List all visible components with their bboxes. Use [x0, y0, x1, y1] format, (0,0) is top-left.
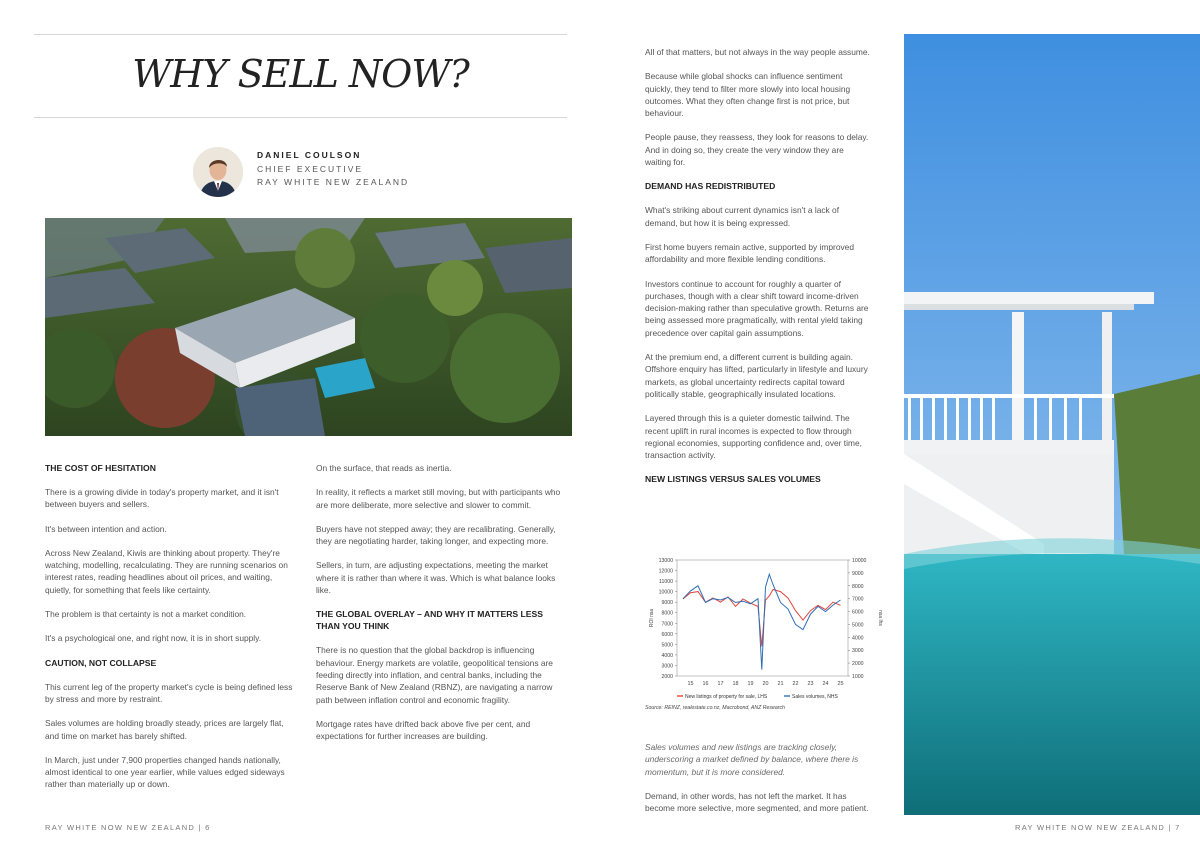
paragraph: This current leg of the property market's cycle is being defined less by stress and more by restraint.: [45, 681, 293, 704]
y-right-tick-label: 3000: [852, 648, 864, 655]
y-left-tick-label: 11000: [658, 579, 673, 586]
chart-source: Source: REINZ, realestate.co.nz, Macrobond, ANZ Research: [645, 705, 785, 711]
article-column-1: [45, 462, 295, 803]
paragraph: Layered through this is a quieter domestic tailwind. The recent uplift in rural incomes is expected to flow through regional economies, supporting confidence and, over time, transaction activity.: [645, 413, 862, 461]
y-left-tick-label: 4000: [661, 652, 673, 659]
chart-caption: Sales volumes and new listings are tracking closely, underscoring a market defined by balance, where there is momentum, but it is more considered.: [645, 742, 859, 777]
y-right-tick-label: 10000: [852, 558, 867, 564]
series-line-0: [683, 590, 841, 647]
article-column-3-lower: [645, 727, 870, 826]
y-right-tick-label: 7000: [852, 596, 864, 603]
paragraph: First home buyers remain active, supported by improved affordability and more flexible lending conditions.: [645, 241, 854, 265]
x-tick-label: 25: [837, 681, 844, 687]
paragraph: Sales volumes are holding broadly steady, prices are largely flat, and time on market has barely shifted.: [45, 718, 284, 741]
paragraph: What's striking about current dynamics isn't a lack of demand, but how it is being expressed.: [645, 205, 840, 228]
y-left-axis-label: ROI nsa: [649, 608, 655, 628]
article-column-2: [316, 462, 564, 754]
y-left-tick-label: 10000: [658, 589, 673, 596]
section-heading: THE COST OF HESITATION: [45, 463, 156, 473]
y-left-tick-label: 7000: [661, 621, 673, 628]
author-block: [257, 150, 409, 189]
title-rule: [34, 117, 567, 118]
paragraph: All of that matters, but not always in the way people assume.: [645, 47, 870, 57]
y-left-tick-label: 3000: [661, 663, 673, 670]
x-tick-label: 16: [702, 681, 709, 687]
y-right-tick-label: 6000: [852, 609, 864, 616]
chart-svg: [645, 550, 890, 715]
y-right-tick-label: 1000: [852, 674, 864, 680]
author-name: DANIEL COULSON: [257, 150, 362, 160]
x-tick-label: 20: [762, 681, 769, 687]
y-left-tick-label: 2000: [661, 674, 673, 680]
author-avatar: [193, 147, 243, 197]
paragraph: There is no question that the global backdrop is influencing behaviour. Energy markets are volatile, geopolitical tensions are feeding directly into inflation, and central banks, including the Reserve Bank of New Zealand (RBNZ), are navigating a narrow path between inflation control and economic fragility.: [316, 645, 553, 705]
y-right-tick-label: 2000: [852, 661, 864, 668]
y-right-tick-label: 9000: [852, 570, 864, 577]
paragraph: In March, just under 7,900 properties changed hands nationally, almost identical to one year earlier, while values edged sideways rather than materially up or down.: [45, 754, 285, 790]
y-left-tick-label: 6000: [661, 631, 673, 638]
paragraph: Investors continue to account for roughly a quarter of purchases, though with a clear shift toward income-driven decision-making rather than speculative growth. Returns are being assessed more pragmatically, with rental yield taking precedence over capital gain assumptions.: [645, 278, 869, 338]
section-heading: DEMAND HAS REDISTRIBUTED: [645, 181, 776, 192]
x-tick-label: 18: [732, 681, 739, 687]
legend-label-1: Sales volumes, NHS: [792, 694, 838, 700]
paragraph: At the premium end, a different current is building again. Offshore enquiry has lifted, particularly in lifestyle and luxury markets, as global uncertainty redirects capital toward politically stable, geographically insulated locations.: [645, 352, 868, 399]
paragraph: The problem is that certainty is not a market condition.: [45, 609, 247, 620]
y-right-axis-label: nsa lhs: [877, 610, 883, 626]
listings-vs-sales-chart: [645, 550, 890, 715]
series-line-1: [683, 574, 841, 669]
paragraph: Across New Zealand, Kiwis are thinking about property. They're watching, modelling, recalculating. They are running scenarios on interest rates, reading headlines about oil prices, and waiting, quietly, for something that feels like certainty.: [45, 547, 288, 595]
footer-left: RAY WHITE NOW NEW ZEALAND | 6: [45, 823, 211, 832]
x-tick-label: 15: [687, 681, 694, 687]
y-left-tick-label: 8000: [661, 610, 673, 617]
paragraph: It's between intention and action.: [45, 523, 167, 534]
paragraph: In reality, it reflects a market still moving, but with participants who are more deliberate, more selective and slower to commit.: [316, 487, 561, 510]
x-tick-label: 19: [747, 681, 754, 687]
author-role: CHIEF EXECUTIVE: [257, 164, 364, 174]
footer-right: RAY WHITE NOW NEW ZEALAND | 7: [1015, 823, 1181, 832]
paragraph: It's a psychological one, and right now, it is in short supply.: [45, 633, 262, 644]
page-title: WHY SELL NOW?: [132, 52, 469, 96]
pool-house-photo: [904, 34, 1200, 815]
aerial-house-photo: [45, 218, 572, 436]
x-tick-label: 24: [822, 681, 829, 687]
section-heading: NEW LISTINGS VERSUS SALES VOLUMES: [645, 474, 821, 485]
x-tick-label: 22: [792, 681, 799, 687]
paragraph: Sellers, in turn, are adjusting expectations, meeting the market where it is rather than where it was. Which is what balance looks like.: [316, 560, 556, 596]
paragraph: Buyers have not stepped away; they are recalibrating. Generally, they are negotiating harder, taking longer, and expecting more.: [316, 523, 556, 547]
author-org: RAY WHITE NEW ZEALAND: [257, 177, 410, 187]
x-tick-label: 21: [777, 681, 784, 687]
y-left-tick-label: 13000: [658, 558, 673, 564]
section-heading: THE GLOBAL OVERLAY – AND WHY IT MATTERS LESS THAN YOU THINK: [316, 609, 543, 632]
paragraph: Demand, in other words, has not left the market. It has become more selective, more segmented, and more patient.: [645, 790, 869, 814]
y-right-tick-label: 5000: [852, 622, 864, 629]
y-left-tick-label: 5000: [661, 642, 673, 649]
x-tick-label: 17: [717, 681, 724, 687]
y-left-tick-label: 9000: [661, 600, 673, 607]
legend-label-0: New listings of property for sale, LHS: [685, 694, 768, 700]
paragraph: Mortgage rates have drifted back above five per cent, and expectations for further increases are building.: [316, 718, 531, 742]
y-right-tick-label: 4000: [852, 635, 864, 642]
y-left-tick-label: 12000: [658, 568, 673, 575]
section-heading: CAUTION, NOT COLLAPSE: [45, 657, 157, 668]
y-right-tick-label: 8000: [852, 583, 864, 590]
x-tick-label: 23: [807, 681, 814, 687]
paragraph: Because while global shocks can influence sentiment quickly, they tend to filter more slowly into local housing outcomes. What they often change first is not price, but behaviour.: [645, 71, 851, 119]
paragraph: People pause, they reassess, they look for reasons to delay. And in doing so, they create the very window they are waiting for.: [645, 132, 869, 168]
paragraph: On the surface, that reads as inertia.: [316, 463, 452, 473]
article-column-3: [645, 46, 870, 497]
top-rule: [34, 34, 567, 35]
paragraph: There is a growing divide in today's property market, and it isn't between buyers and sellers.: [45, 487, 279, 510]
